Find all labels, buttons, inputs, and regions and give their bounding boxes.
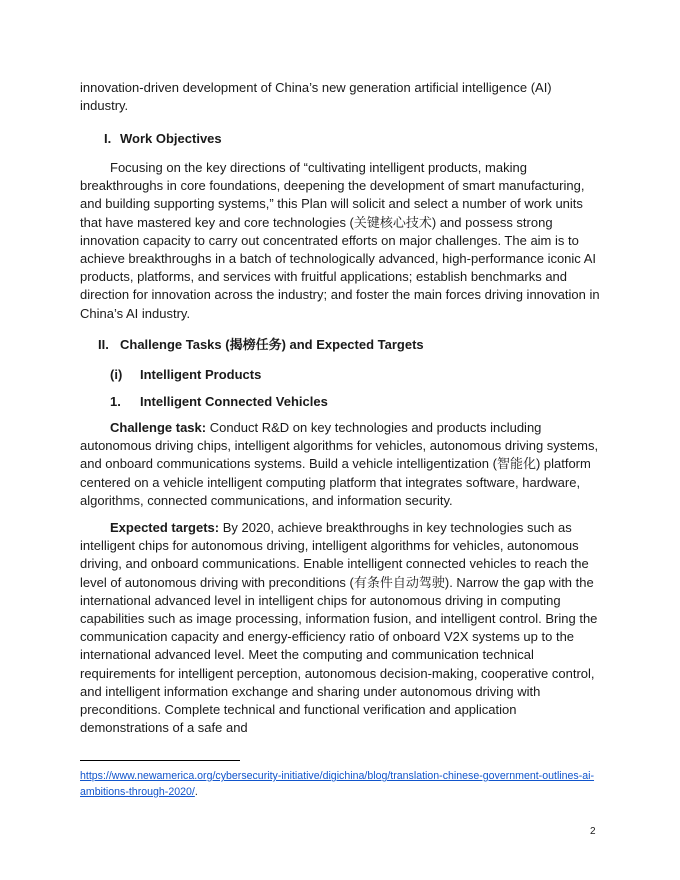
challenge-task-text	[80, 419, 600, 510]
section-numeral: I.	[104, 131, 112, 146]
footnote-trailing: .	[194, 786, 198, 798]
expected-targets-paragraph	[80, 519, 600, 737]
section-title: Challenge Tasks (揭榜任务) and Expected Targets	[120, 337, 424, 352]
challenge-task-body: Conduct R&D on key technologies and products including autonomous driving chips, intelligent algorithms for vehicles, autonomous driving systems, and onboard communications systems. Build a vehicle intelligentization (智能化) platform centered on a vehicle intelligent computing platform that integrates software, hardware, algorithms, connected communications, and information security.	[80, 420, 599, 508]
expected-targets-text	[80, 519, 600, 737]
footnote-divider	[80, 760, 240, 761]
section-title: Work Objectives	[120, 131, 222, 146]
expected-targets-label: Expected targets:	[110, 520, 220, 535]
subsection-numeral: (i)	[110, 367, 123, 382]
footnote-link[interactable]: https://www.newamerica.org/cybersecurity-initiative/digichina/blog/translation-chinese-government-outlines-ai-ambitions-through-2020/	[80, 770, 595, 798]
page-number: 2	[590, 826, 596, 837]
challenge-task-label: Challenge task:	[110, 420, 207, 435]
subsection-heading-intelligent-products	[110, 366, 261, 384]
work-objectives-text: Focusing on the key directions of “cultivating intelligent products, making breakthroughs in core foundations, deepening the development of smart manufacturing, and building supporting systems,” this Plan will solicit and select a number of work units that have mastered key and core technologies (关键核心技术) and possess strong innovation capacity to carry out concentrated efforts on major challenges. The aim is to achieve breakthroughs in a batch of technologically advanced, high-performance iconic AI products, platforms, and services with fruitful applications; establish benchmarks and direction for innovation across the industry; and foster the main forces driving innovation in China’s AI industry.	[80, 160, 600, 321]
expected-targets-body: By 2020, achieve breakthroughs in key technologies such as intelligent chips for autonomous driving, intelligent algorithms for vehicles, autonomous driving, and onboard communications. Enable intelligent connected vehicles to reach the level of autonomous driving with preconditions (有条件自动驾驶). Narrow the gap with the international advanced level in intelligent chips for autonomous driving in computing capabilities such as image processing, information fusion, and intelligent control. Bring the communication capacity and energy-efficiency ratio of onboard V2X systems up to the international advanced level. Meet the computing and communication technical requirements for intelligent perception, autonomous decision-making, cooperative control, and intelligent information exchange and sharing under autonomous driving with preconditions. Complete technical and functional verification and application demonstrations of a safe and	[80, 520, 598, 736]
footnote	[80, 768, 600, 800]
item-title: Intelligent Connected Vehicles	[140, 394, 328, 409]
item-heading-connected-vehicles	[110, 393, 328, 411]
intro-text: innovation-driven development of China’s new generation artificial intelligence (AI) industry.	[80, 80, 552, 114]
intro-paragraph	[80, 79, 600, 115]
subsection-title: Intelligent Products	[140, 367, 262, 382]
section-heading-challenge-tasks	[98, 336, 424, 354]
item-numeral: 1.	[110, 394, 121, 409]
section-numeral: II.	[98, 337, 109, 352]
section-heading-work-objectives	[104, 130, 222, 148]
work-objectives-paragraph	[80, 159, 600, 323]
challenge-task-paragraph	[80, 419, 600, 510]
